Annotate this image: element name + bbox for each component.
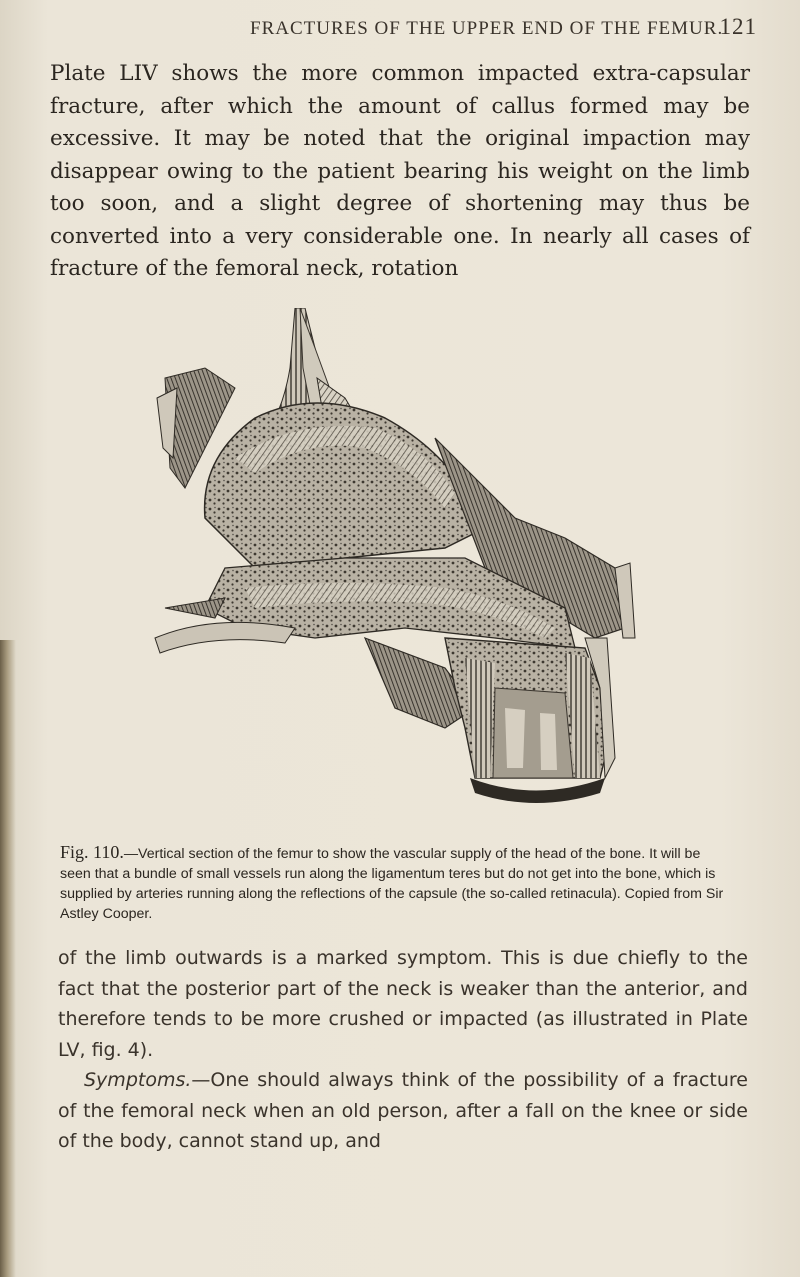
paragraph-2: of the limb outwards is a marked symptom. This is due chiefly to the fact that the posterior part of the neck is weaker than the anterior, and therefore tends to be more crushed or impacted (as illustrated in Plate LV, fig. 4). <box>58 947 748 1061</box>
figure-caption-text: —Vertical section of the femur to show the vascular supply of the head of the bone. It will be seen that a bundle of small vessels run along the ligamentum teres but do not get into the bone, which is supplied by arteries running along the reflections of the capsule (the so-called retinacula). Copied from Sir Astley Cooper. <box>60 846 724 922</box>
page-edge-shadow <box>0 640 16 1277</box>
section-lead-symptoms: Symptoms. <box>84 1069 192 1091</box>
paragraph-1: Plate LIV shows the more common impacted extra-capsular fracture, after which the amount of callus formed may be excessive. It may be noted that the original impaction may disappear owing to the patient bearing his weight on the limb too soon, and a slight degree of shortening may thus be converted into a very considerable one. In nearly all cases of fracture of the femoral neck, rotation <box>50 61 750 281</box>
paragraph-3 <box>58 1065 748 1157</box>
running-head <box>250 14 757 44</box>
paragraph-3-text: —One should always think of the possibility of a fracture of the femoral neck when an old person, after a fall on the knee or side of the body, cannot stand up, and <box>58 1069 748 1152</box>
figure-label: Fig. 110. <box>60 842 124 862</box>
running-head-title: FRACTURES OF THE UPPER END OF THE FEMUR. <box>250 18 724 39</box>
body-text-lower <box>58 943 748 1157</box>
femur-section-illustration <box>145 308 645 828</box>
femur-engraving-svg <box>145 308 645 828</box>
page-number: 121 <box>719 14 757 39</box>
figure-caption <box>60 842 732 924</box>
